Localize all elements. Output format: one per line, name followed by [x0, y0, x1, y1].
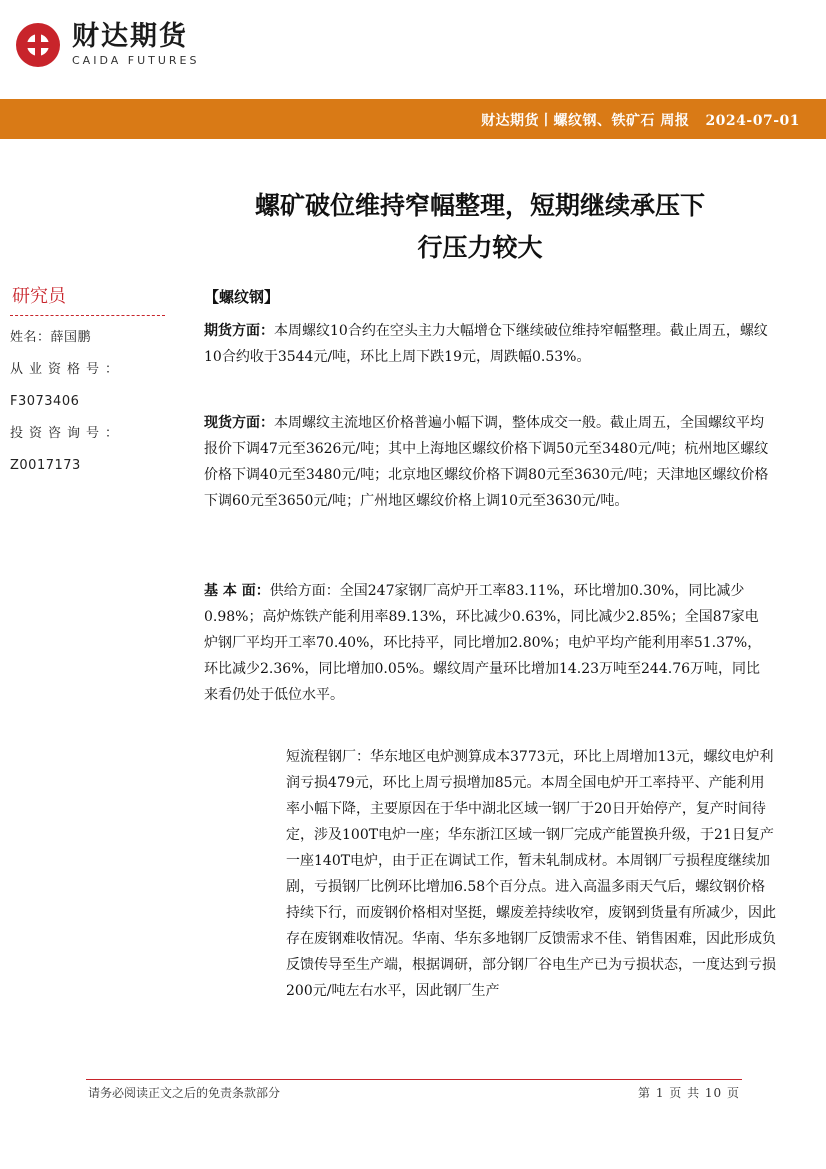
page-number: 第 1 页 共 10 页	[638, 1086, 740, 1100]
fundamentals-label: 基 本 面：	[204, 583, 270, 599]
company-logo	[16, 22, 199, 68]
researcher-name: 姓名：薛国鹏	[10, 330, 92, 345]
certificate-label: 从业资格号：	[10, 362, 125, 377]
futures-label: 期货方面：	[204, 323, 274, 339]
spot-paragraph	[204, 410, 772, 514]
researcher-sidebar	[10, 284, 165, 476]
advisor-number: Z0017173	[10, 458, 81, 473]
report-series: 财达期货丨螺纹钢、铁矿石 周报	[481, 113, 690, 129]
short-process-paragraph: 短流程钢厂：华东地区电炉测算成本3773元，环比上周增加13元，螺纹电炉利润亏损479元，环比上周亏损增加85元。本周全国电炉开工率持平、产能利用率小幅下降，主要原因在于华中湖北区域一钢厂于20日开始停产，复产时间待定，涉及100T电炉一座；华东浙江区域一钢厂完成产能置换升级，于21日复产一座140T电炉，由于正在调试工作，暂未轧制成材。本周钢厂亏损程度继续加剧，亏损钢厂比例环比增加6.58个百分点。进入高温多雨天气后，螺纹钢价格持续下行，而废钢价格相对坚挺，螺废差持续收窄，废钢到货量有所减少，因此存在废钢难收情况。华南、华东多地钢厂反馈需求不佳、销售困难，因此形成负反馈传导至生产端，根据调研，部分钢厂谷电生产已为亏损状态，一度达到亏损200元/吨左右水平，因此钢厂生产	[286, 749, 776, 999]
supply-text: 供给方面：全国247家钢厂高炉开工率83.11%，环比增加0.30%，同比减少0.98%；高炉炼铁产能利用率89.13%，环比减少0.63%，同比减少2.85%；全国87家电炉钢厂平均开工率70.40%，环比持平，同比增加2.80%；电炉平均产能利用率51.37%，环比减少2.36%，同比增加0.05%。螺纹周产量环比增加14.23万吨至244.76万吨，同比来看仍处于低位水平。	[204, 583, 762, 703]
logo-chinese-name: 财达期货	[72, 21, 188, 52]
logo-english-name: CAIDA FUTURES	[72, 54, 200, 67]
caida-logo-icon	[16, 23, 60, 67]
footer-disclaimer: 请务必阅读正文之后的免责条款部分	[88, 1086, 281, 1100]
sidebar-divider	[10, 315, 165, 316]
futures-paragraph	[204, 318, 772, 370]
footer-divider	[86, 1079, 742, 1080]
advisor-label: 投资咨询号：	[10, 426, 125, 441]
header-banner	[0, 99, 826, 139]
report-date: 2024-07-01	[705, 113, 800, 129]
spot-label: 现货方面：	[204, 415, 274, 431]
report-title-line-1: 螺矿破位维持窄幅整理，短期继续承压下	[254, 191, 705, 220]
report-title-line-2: 行压力较大	[417, 233, 543, 262]
fundamentals-paragraph	[204, 578, 772, 708]
section-heading-rebar: 【螺纹钢】	[204, 288, 280, 306]
futures-text: 本周螺纹10合约在空头主力大幅增仓下继续破位维持窄幅整理。截止周五，螺纹10合约收于3544元/吨，环比上周下跌19元，周跌幅0.53%。	[204, 323, 768, 365]
spot-text: 本周螺纹主流地区价格普遍小幅下调，整体成交一般。截止周五，全国螺纹平均报价下调47元至3626元/吨；其中上海地区螺纹价格下调50元至3480元/吨；杭州地区螺纹价格下调40元至3480元/吨；北京地区螺纹价格下调80元至3630元/吨；天津地区螺纹价格下调60元至3650元/吨；广州地区螺纹价格上调10元至3630元/吨。	[204, 415, 769, 509]
researcher-heading: 研究员	[12, 286, 66, 307]
certificate-number: F3073406	[10, 394, 80, 409]
